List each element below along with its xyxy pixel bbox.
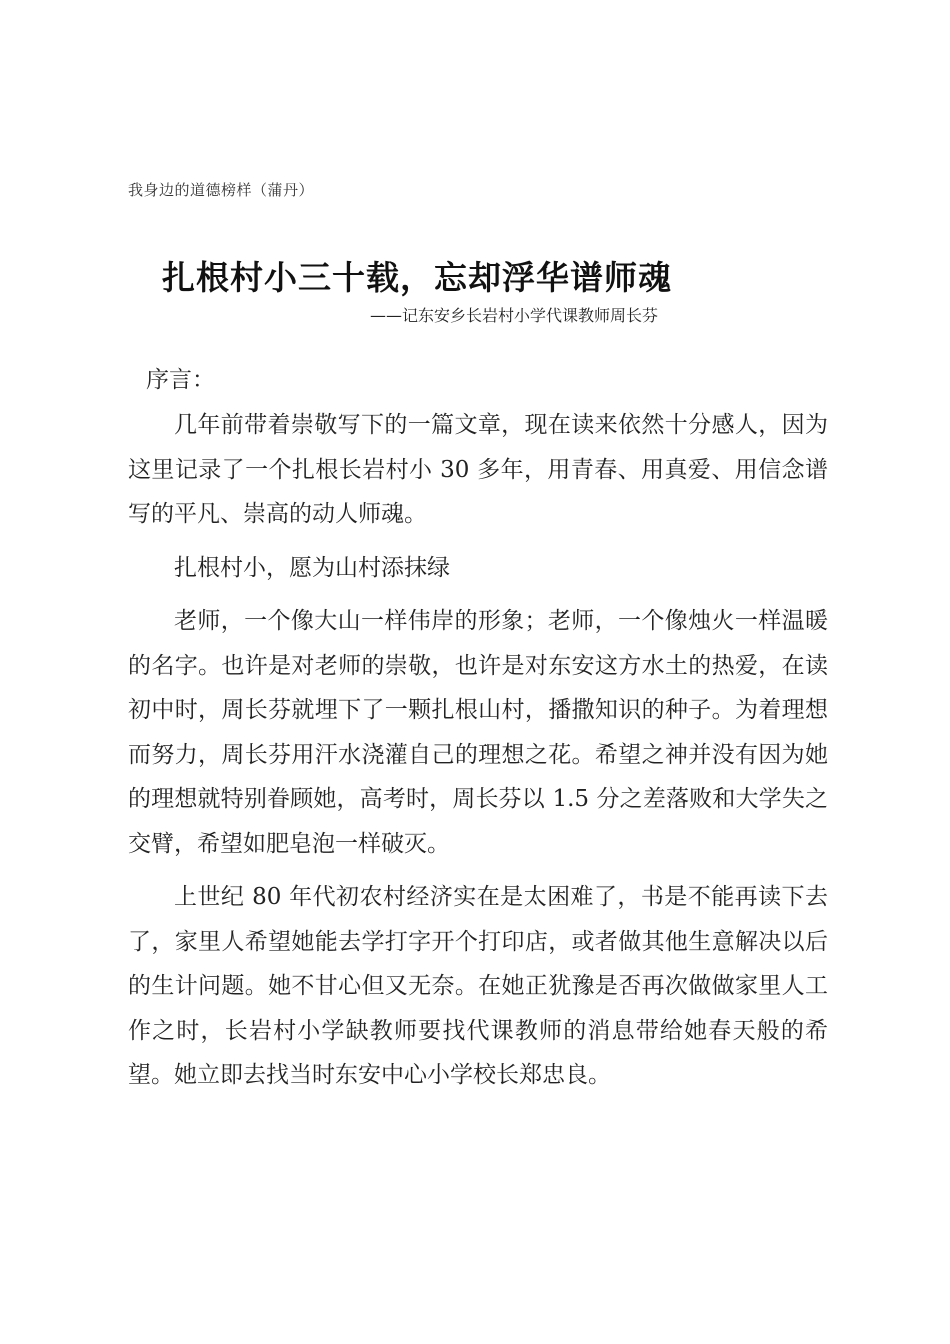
paragraph-eighties: 上世纪 80 年代初农村经济实在是太困难了，书是不能再读下去了，家里人希望她能去学打字开个打印店，或者做其他生意解决以后的生计问题。她不甘心但又无奈。在她正犹豫是否再次做做家里人工作之时，长岩村小学缺教师要找代课教师的消息带给她春天般的希望。她立即去找当时东安中心小学校长郑忠良。: [128, 884, 828, 1088]
article-subtitle: ——记东安乡长岩村小学代课教师周长芬: [370, 306, 659, 325]
preface-label: 序言：: [146, 367, 215, 393]
header-note: 我身边的道德榜样（蒲丹）: [128, 181, 315, 199]
article-body: [128, 403, 828, 1107]
article-title: 扎根村小三十载，忘却浮华谱师魂: [162, 258, 672, 297]
section-heading: 扎根村小，愿为山村添抹绿: [174, 554, 450, 581]
paragraph-teacher: 老师，一个像大山一样伟岸的形象；老师，一个像烛火一样温暖的名字。也许是对老师的崇敬，也许是对东安这方水土的热爱，在读初中时，周长芬就埋下了一颗扎根山村，播撒知识的种子。为着理想而努力，周长芬用汗水浇灌自己的理想之花。希望之神并没有因为她的理想就特别眷顾她，高考时，周长芬以 1.5 分之差落败和大学失之交臂，希望如肥皂泡一样破灭。: [128, 608, 828, 857]
paragraph-intro: 几年前带着崇敬写下的一篇文章，现在读来依然十分感人，因为这里记录了一个扎根长岩村小 30 多年，用青春、用真爱、用信念谱写的平凡、崇高的动人师魂。: [128, 412, 828, 527]
